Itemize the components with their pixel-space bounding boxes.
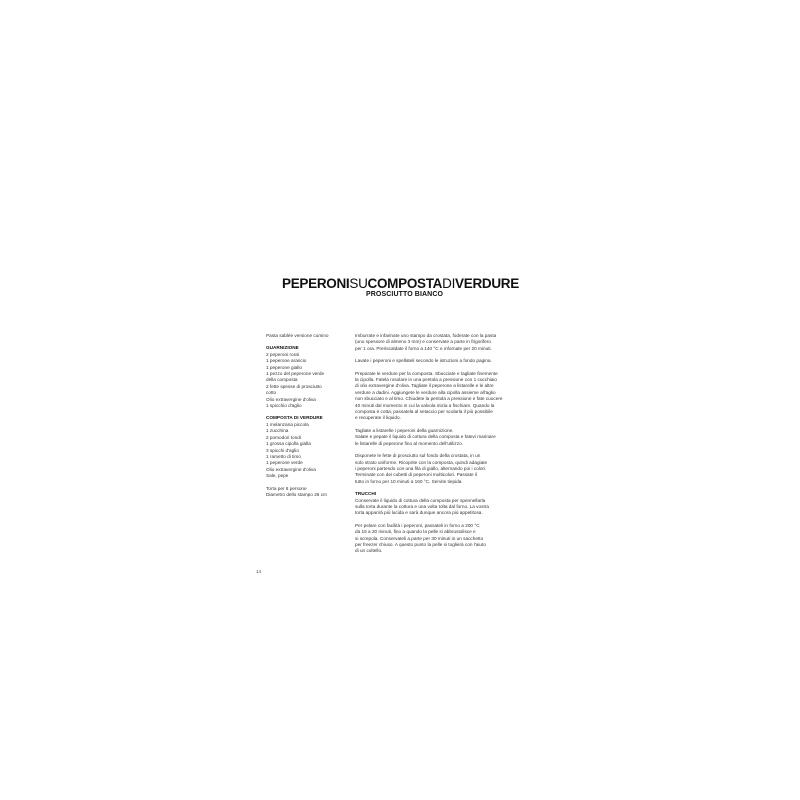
list-item: 3 spicchi d'aglio (266, 447, 299, 453)
text-line: Lavate i peperoni e spellateli secondo le istruzioni a fondo pagina. (355, 358, 492, 364)
method-paragraph-3 (355, 371, 507, 422)
text-line: tutto in forno per 10 minuti a 160 °C. Servite tiepida. (355, 478, 463, 484)
text-line: per freezer chiuso. A questo punto la pelle si toglierà con l'aiuto (355, 541, 486, 547)
recipe-subtitle: PROSCIUTTO BIANCO (366, 291, 444, 298)
list-item: cotto (266, 390, 277, 396)
list-item: 1 peperone verde (266, 460, 303, 466)
text-line: Tagliate a listarelle i peperoni della guarnizione. (355, 427, 454, 433)
text-line: Per pelare con facilità i peperoni, passateli in forno a 200 °C (355, 522, 480, 528)
pastry-note: Pasta sablée versione cumino (266, 333, 329, 338)
list-item: 1 spicchio d'aglio (266, 403, 302, 409)
list-item: 1 rametto di timo (266, 453, 301, 459)
composta-heading: COMPOSTA DI VERDURE (266, 415, 323, 421)
composta-list (266, 422, 350, 480)
list-item: 2 peperoni rossi (266, 351, 300, 357)
list-item: 1 pezzo del peperone verde (266, 371, 325, 377)
list-item: Sale, pepe (266, 473, 289, 479)
text-line: da 15 a 20 minuti, fino a quando la pelle si abbrustolisce e (355, 529, 476, 535)
text-line: solo strato uniforme. Ricoprite con la composta, quindi adagiate (355, 459, 488, 465)
pan-size-line: Diametro dello stampo 26 cm (266, 491, 327, 497)
tips-paragraph-1 (355, 498, 507, 517)
garnish-list (266, 352, 350, 410)
method-paragraph-4 (355, 428, 507, 447)
text-line: Conservate il liquido di cottura della composta per spennellarla (355, 497, 486, 503)
text-line: Imburrate e infarinate uno stampo da crostata, foderate con la pasta (355, 333, 497, 338)
list-item: della composta (266, 377, 298, 383)
method-paragraph-1 (355, 333, 507, 352)
list-item: Olio extravergine d'oliva (266, 466, 316, 472)
page-number: 14 (256, 569, 262, 574)
text-line: di un coltello. (355, 548, 383, 554)
tips-heading: TRUCCHI (355, 491, 377, 497)
tips-paragraph-2 (355, 523, 507, 555)
title-word-composta: COMPOSTA (367, 276, 443, 291)
text-line: di olio extravergine d'oliva. Tagliate il peperone a listarelle e le altre (355, 383, 494, 389)
garnish-heading: GUARNIZIONE (266, 345, 299, 351)
recipe-title (282, 276, 532, 292)
text-line: Preparate le verdure per la composta. Sbucciate e tagliate finemente (355, 370, 498, 376)
list-item: 2 pomodori tondi (266, 434, 301, 440)
text-line: 40 minuti dal momento in cui la valvola inizia a fischiare. Quando la (355, 402, 495, 408)
text-line: si screpola. Conservateli a parte per 30 minuti in un sacchetto (355, 535, 484, 541)
text-line: la cipolla. Fatela rosolare in una pentola a pressione con 1 cucchiaio (355, 377, 498, 383)
list-item: 1 grossa cipolla gialla (266, 441, 311, 447)
text-line: Terminate con dei cubetti di peperoni multicolori. Passate il (355, 472, 477, 478)
text-line: per 1 ora. Preriscaldate il forno a 140 °C e infornate per 20 minuti. (355, 345, 492, 351)
list-item: 1 peperone arancio (266, 358, 307, 364)
list-item: 2 fette spesse di prosciutto (266, 383, 322, 389)
list-item: Olio extravergine d'oliva (266, 396, 316, 402)
text-line: sulla torta durante la cottura e una volta tolta dal forno. La vostra (355, 503, 489, 509)
method-paragraph-2 (355, 358, 507, 364)
text-line: non sbucciato e al timo. Chiudete la pentola a pressione e fate cuocere (355, 396, 503, 402)
list-item: 1 peperone giallo (266, 364, 302, 370)
title-word-peperoni: PEPERONI (282, 276, 350, 291)
text-line: torta apparirà più lucida e sarà dunque ancora più appetitosa. (355, 510, 483, 516)
text-line: i peperoni partendo con una fila di giallo, alternando poi i colori. (355, 465, 487, 471)
text-line: composta è cotta, passatela al setaccio per scolarla il più possibile (355, 409, 493, 415)
method-paragraph-5 (355, 453, 507, 485)
title-word-di: DI (442, 276, 456, 291)
servings-line: Torta per 8 persone (266, 485, 307, 491)
text-line: e recuperate il liquido. (355, 415, 401, 421)
text-line: Disponete le fette di prosciutto sul fondo della crostata, in un (355, 453, 481, 459)
text-line: le listarelle di peperone fino al momento dell'utilizzo. (355, 440, 463, 446)
title-word-su: SU (349, 276, 368, 291)
ingredients-column (266, 333, 350, 498)
text-line: verdure a dadini. Aggiungete le verdure alla cipolla assieme all'aglio (355, 389, 496, 395)
list-item: 1 melanzana piccola (266, 421, 309, 427)
title-word-verdure: VERDURE (455, 276, 519, 291)
list-item: 1 zucchina (266, 428, 289, 434)
method-column (355, 333, 507, 555)
text-line: Salate e pepate il liquido di cottura della composta e fatevi marinare (355, 434, 496, 440)
text-line: (uno spessore di almeno 3 mm) e conservate a parte in frigorifero (355, 339, 492, 345)
